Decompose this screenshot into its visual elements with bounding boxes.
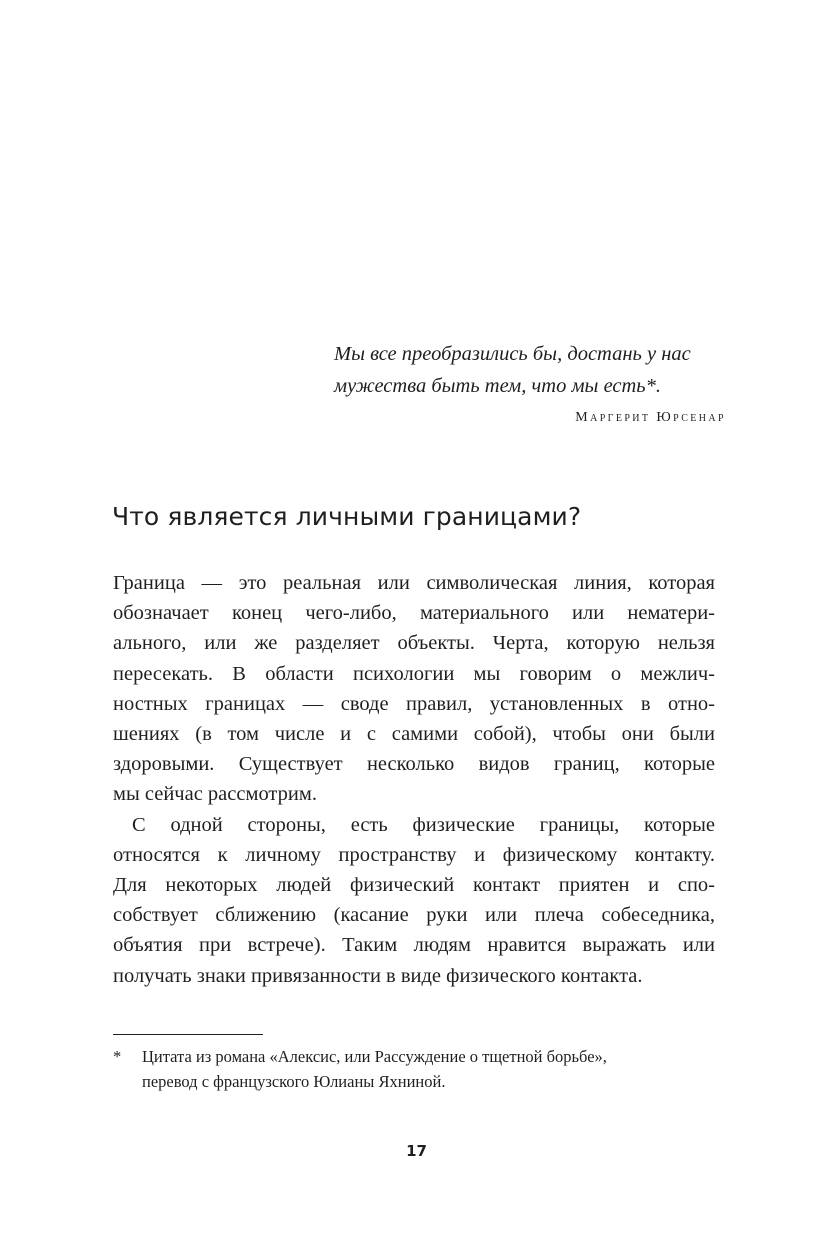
text-line: получать знаки привязанности в виде физического контакта.	[113, 964, 643, 987]
paragraph	[113, 568, 715, 810]
text-line: Для некоторых людей физический контакт приятен и спо-	[113, 874, 715, 897]
footnote-marker: *	[113, 1047, 122, 1066]
body-text	[113, 568, 715, 991]
text-line: ального, или же разделяет объекты. Черта, которую нельзя	[113, 632, 715, 655]
footnote-divider	[113, 1034, 263, 1035]
epigraph-author: Маргерит Юрсенар	[575, 410, 726, 425]
page-number: 17	[406, 1142, 427, 1160]
footnote-text	[142, 1045, 715, 1094]
text-line: объятия при встрече). Таким людям нравится выражать или	[113, 934, 715, 957]
paragraph	[113, 810, 715, 991]
text-line: собствует сближению (касание руки или плеча собеседника,	[113, 904, 715, 927]
footnote	[113, 1045, 715, 1094]
text-line: мы сейчас рассмотрим.	[113, 783, 317, 806]
text-line: С одной стороны, есть физические границы, которые	[132, 813, 715, 836]
footnote-line: Цитата из романа «Алексис, или Рассуждение о тщетной борьбе»,	[142, 1047, 607, 1066]
epigraph-line: мужества быть тем, что мы есть*.	[334, 375, 661, 397]
footnote-line: перевод с французского Юлианы Яхниной.	[142, 1071, 446, 1091]
epigraph-line: Мы все преобразились бы, достань у нас	[334, 343, 691, 365]
section-heading: Что является личными границами?	[112, 502, 582, 531]
text-line: шениях (в том числе и с самими собой), чтобы они были	[113, 723, 715, 746]
text-line: здоровыми. Существует несколько видов границ, которые	[113, 753, 715, 776]
text-line: Граница — это реальная или символическая линия, которая	[113, 572, 715, 594]
epigraph	[334, 338, 734, 426]
text-line: пересекать. В области психологии мы говорим о межлич-	[113, 662, 715, 685]
text-line: обозначает конец чего-либо, материального или нематери-	[113, 602, 715, 625]
text-line: ностных границах — своде правил, установленных в отно-	[113, 692, 715, 715]
text-line: относятся к личному пространству и физическому контакту.	[113, 843, 715, 866]
